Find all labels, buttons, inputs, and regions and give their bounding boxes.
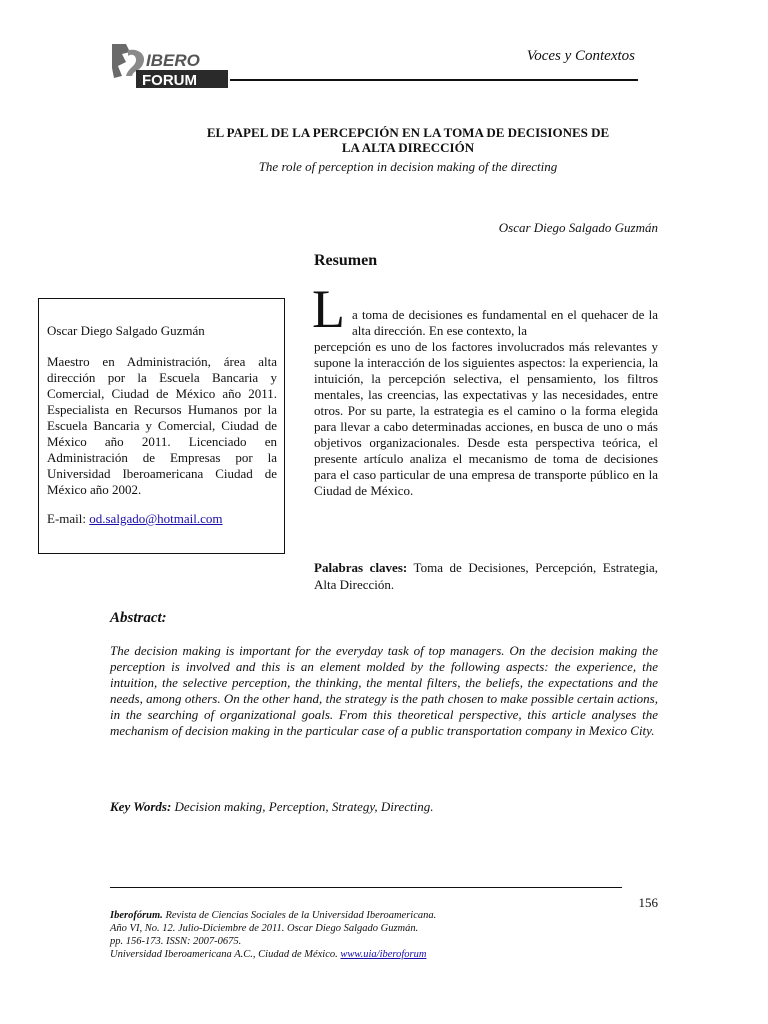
article-subtitle: The role of perception in decision making of the directing: [258, 159, 558, 174]
iberoforum-logo-graphic: [108, 42, 230, 92]
article-title: [110, 125, 706, 155]
abstract-heading: Abstract:: [110, 610, 167, 626]
footer-line-2: Año VI, No. 12. Julio-Diciembre de 2011. Oscar Diego Salgado Guzmán.: [110, 923, 419, 934]
bio-email: [47, 511, 223, 527]
email-link[interactable]: od.salgado@hotmail.com: [89, 511, 223, 526]
resumen-body: percepción es uno de los factores involucrados más relevantes y supone la interacción de los siguientes aspectos: la experiencia, la intuición, la percepción selectiva, el pensamiento, los filtros mentales, las creencias, las expectativas y las necesidades, entre otros. Por su parte, la estrategia es el camino o la forma elegida para llevar a cabo determinadas acciones, en busca de uno o más objetivos organizacionales. Desde esta perspectiva teórica, el presente artículo analiza el mecanismo de toma de decisiones para el caso particular de una empresa de transporte público en la Ciudad de México.: [314, 339, 658, 498]
bio-name: Oscar Diego Salgado Guzmán: [47, 323, 205, 338]
bio-text: Maestro en Administración, área alta dirección por la Escuela Bancaria y Comercial, Ciudad de México año 2011. Especialista en Recursos Humanos por la Escuela Bancaria y Comercial, Ciudad de México año 2011. Licenciado en Administración de Empresas por la Universidad Iberoamericana Ciudad de México año 2002.: [47, 354, 277, 497]
header-rule: [230, 79, 638, 81]
resumen-first-lines: a toma de decisiones es fundamental en el quehacer de la alta dirección. En ese contexto, la: [352, 307, 658, 338]
email-label: E-mail:: [47, 511, 86, 526]
footer-journal-name: Iberofórum.: [110, 910, 163, 921]
footer-url-link[interactable]: www.uia/iberoforum: [340, 949, 427, 960]
footer-rule: [110, 887, 622, 888]
title-line-2: LA ALTA DIRECCIÓN: [341, 140, 475, 155]
svg-text:IBERO: IBERO: [146, 51, 200, 70]
palabras-claves-label: Palabras claves:: [314, 560, 408, 575]
footer-line-1: Revista de Ciencias Sociales de la Universidad Iberoamericana.: [165, 910, 437, 921]
key-words-text: Decision making, Perception, Strategy, Directing.: [174, 799, 434, 814]
resumen-dropcap: L: [312, 279, 345, 339]
title-line-1: EL PAPEL DE LA PERCEPCIÓN EN LA TOMA DE DECISIONES DE: [206, 125, 610, 140]
key-words: [110, 799, 658, 815]
palabras-claves: [314, 559, 658, 593]
iberoforum-logo: [108, 42, 230, 92]
page-number: 156: [638, 895, 658, 910]
svg-text:FORUM: FORUM: [142, 72, 197, 89]
footer-line-3: pp. 156-173. ISSN: 2007-0675.: [110, 936, 242, 947]
resumen-heading: Resumen: [314, 252, 378, 269]
abstract-text: The decision making is important for the everyday task of top managers. On the decision making the perception is involved and this is an element molded by the following aspects: the experience, the intuition, the selective perception, the thinking, the mental filters, the beliefs, the expectations and the needs, among others. On the other hand, the strategy is the path chosen to make possible certain actions, in the searching of organizational goals. From this theoretical perspective, this article analyses the mechanism of decision making in the particular case of a public transportation company in Mexico City.: [110, 643, 658, 738]
author-bio-box: [38, 298, 285, 554]
journal-name: Voces y Contextos: [526, 48, 635, 64]
footer-line-4: Universidad Iberoamericana A.C., Ciudad de México.: [110, 949, 338, 960]
author-name: Oscar Diego Salgado Guzmán: [498, 220, 658, 235]
citation-footer: [110, 909, 650, 961]
palabras-claves-text: Toma de Decisiones, Percepción, Estrategia, Alta Dirección.: [314, 560, 658, 592]
key-words-label: Key Words:: [110, 799, 172, 814]
